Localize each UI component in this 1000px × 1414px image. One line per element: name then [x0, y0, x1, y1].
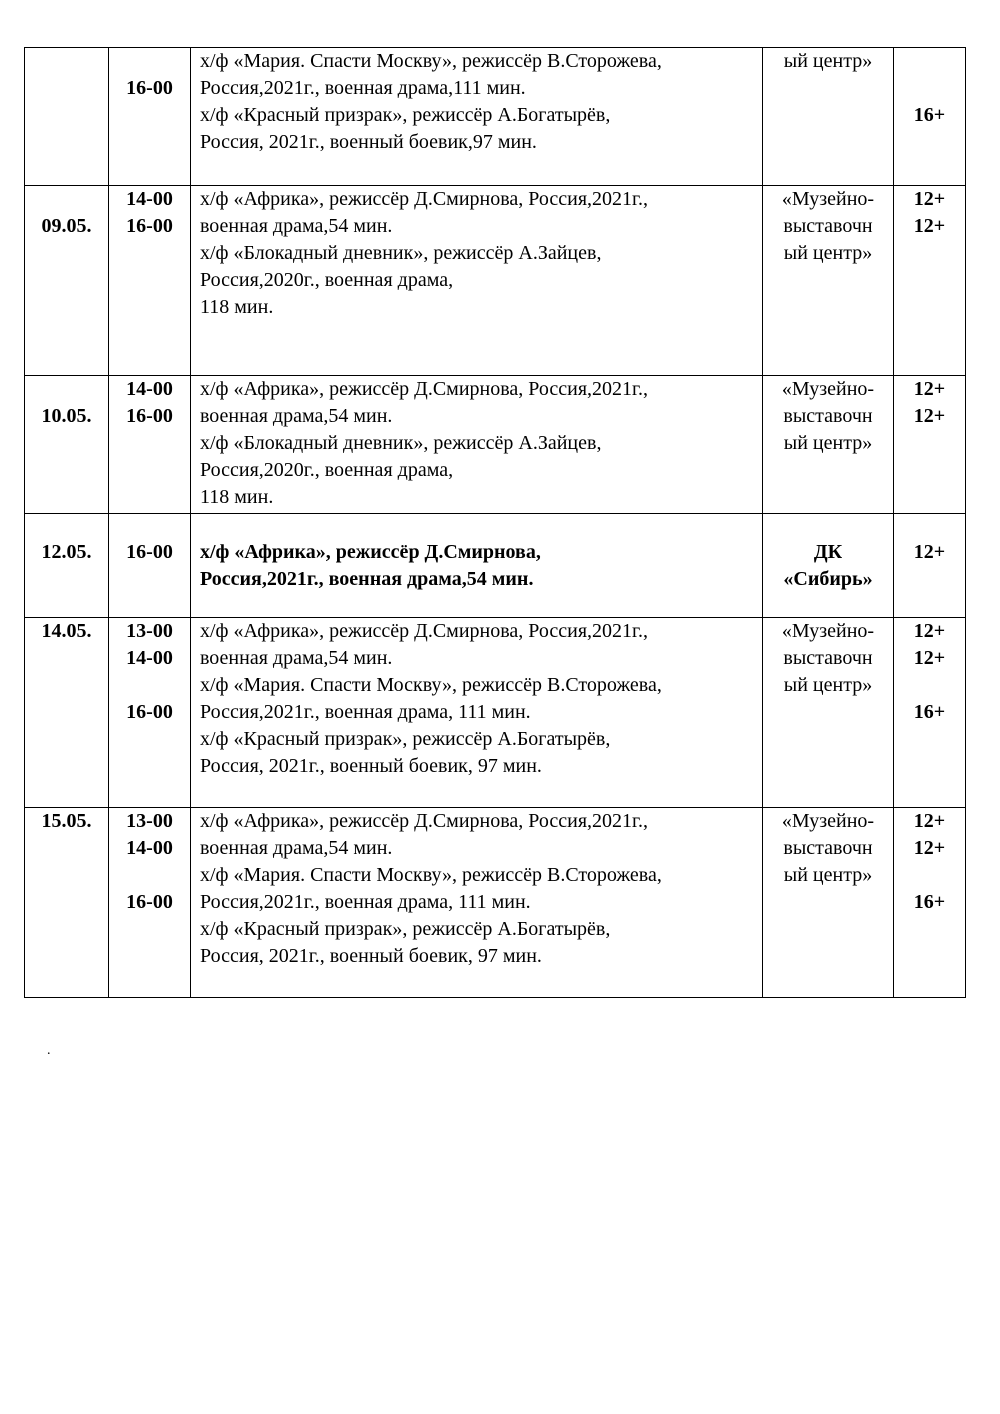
screening-time: 16-00 — [126, 541, 173, 563]
venue-name-line: «Музейно- — [781, 188, 875, 210]
schedule-row — [25, 186, 966, 376]
age-rating-cell — [894, 618, 966, 808]
screening-time: 13-00 — [126, 810, 173, 832]
footnote-mark: . — [47, 1043, 51, 1058]
date-cell — [25, 618, 109, 808]
film-description-line: х/ф «Блокадный дневник», режиссёр А.Зайцев, — [200, 432, 602, 454]
screening-date: 14.05. — [41, 620, 92, 642]
film-description-line: х/ф «Мария. Спасти Москву», режиссёр В.Сторожева, — [200, 864, 662, 886]
film-description-line: х/ф «Красный призрак», режиссёр А.Богатырёв, — [200, 104, 611, 126]
schedule-row — [25, 618, 966, 808]
screening-time: 16-00 — [126, 215, 173, 237]
film-description-line: Россия, 2021г., военный боевик, 97 мин. — [200, 755, 542, 777]
schedule-body — [25, 48, 966, 998]
film-description-line: х/ф «Красный призрак», режиссёр А.Богатырёв, — [200, 728, 611, 750]
age-rating: 12+ — [913, 810, 946, 832]
venue-name-line: «Музейно- — [781, 378, 875, 400]
venue-name-line: «Музейно- — [781, 620, 875, 642]
age-rating: 12+ — [913, 378, 946, 400]
age-rating — [894, 862, 965, 889]
film-cell — [191, 808, 763, 998]
film-cell — [191, 514, 763, 618]
screening-schedule-table — [24, 47, 966, 998]
date-cell — [25, 376, 109, 514]
age-rating: 16+ — [913, 701, 946, 723]
venue-cell — [763, 514, 894, 618]
time-cell — [109, 48, 191, 186]
screening-time: 14-00 — [126, 837, 173, 859]
screening-date: 09.05. — [41, 215, 92, 237]
date-cell — [25, 808, 109, 998]
film-description-line: 118 мин. — [200, 486, 274, 508]
age-rating: 12+ — [913, 215, 946, 237]
film-cell — [191, 48, 763, 186]
age-rating: 12+ — [913, 188, 946, 210]
age-rating-cell — [894, 808, 966, 998]
age-rating-cell — [894, 48, 966, 186]
venue-cell — [763, 808, 894, 998]
age-rating: 16+ — [913, 104, 946, 126]
date-cell — [25, 186, 109, 376]
film-description-line: Россия, 2021г., военный боевик,97 мин. — [200, 131, 537, 153]
screening-time — [109, 862, 190, 889]
age-rating-cell — [894, 376, 966, 514]
screening-time: 14-00 — [126, 647, 173, 669]
film-description-line: Россия,2021г., военная драма, 111 мин. — [200, 891, 531, 913]
screening-time — [109, 102, 190, 129]
film-description-line: х/ф «Мария. Спасти Москву», режиссёр В.Сторожева, — [200, 50, 662, 72]
film-description-line: военная драма,54 мин. — [200, 837, 393, 859]
age-rating: 12+ — [913, 620, 946, 642]
age-rating: 12+ — [913, 405, 946, 427]
age-rating: 16+ — [913, 891, 946, 913]
film-description-line: военная драма,54 мин. — [200, 647, 393, 669]
screening-time: 14-00 — [126, 188, 173, 210]
screening-time: 16-00 — [126, 405, 173, 427]
film-description-line: х/ф «Африка», режиссёр Д.Смирнова, Россия,2021г., — [200, 620, 649, 642]
film-description-line: х/ф «Африка», режиссёр Д.Смирнова, Россия,2021г., — [200, 378, 649, 400]
venue-name-line: «Сибирь» — [783, 568, 873, 590]
venue-cell — [763, 618, 894, 808]
film-description-line: 118 мин. — [200, 296, 274, 318]
age-rating: 12+ — [913, 837, 946, 859]
screening-time: 14-00 — [126, 378, 173, 400]
venue-name-line: ДК — [813, 541, 843, 563]
film-cell — [191, 376, 763, 514]
venue-name-line: выставочн — [783, 647, 873, 669]
age-rating-cell — [894, 186, 966, 376]
film-description-line: военная драма,54 мин. — [200, 215, 393, 237]
screening-time — [109, 672, 190, 699]
film-cell — [191, 186, 763, 376]
film-description-line: х/ф «Мария. Спасти Москву», режиссёр В.Сторожева, — [200, 674, 662, 696]
screening-date: 15.05. — [41, 810, 92, 832]
time-cell — [109, 376, 191, 514]
venue-name-line: «Музейно- — [781, 810, 875, 832]
schedule-row — [25, 808, 966, 998]
age-rating: 12+ — [913, 647, 946, 669]
screening-date — [25, 48, 108, 75]
venue-name-line: выставочн — [783, 837, 873, 859]
screening-date: 12.05. — [41, 541, 92, 563]
film-description-line: х/ф «Красный призрак», режиссёр А.Богатырёв, — [200, 918, 611, 940]
screening-time: 16-00 — [126, 701, 173, 723]
venue-name-line: ый центр» — [783, 864, 873, 886]
venue-name-line: ый центр» — [783, 242, 873, 264]
time-cell — [109, 808, 191, 998]
age-rating-cell — [894, 514, 966, 618]
film-description-line: Россия,2020г., военная драма, — [200, 459, 454, 481]
schedule-row — [25, 514, 966, 618]
film-description-line: х/ф «Африка», режиссёр Д.Смирнова, Россия,2021г., — [200, 188, 649, 210]
film-cell — [191, 618, 763, 808]
venue-name-line: ый центр» — [783, 674, 873, 696]
screening-time: 16-00 — [126, 891, 173, 913]
film-description-line: х/ф «Африка», режиссёр Д.Смирнова, — [200, 541, 541, 563]
age-rating — [894, 672, 965, 699]
schedule-row — [25, 376, 966, 514]
age-rating — [894, 75, 965, 102]
film-description-line: Россия,2021г., военная драма,111 мин. — [200, 77, 526, 99]
film-description-line: Россия, 2021г., военный боевик, 97 мин. — [200, 945, 542, 967]
film-description-line — [200, 321, 758, 348]
screening-time: 16-00 — [126, 77, 173, 99]
film-description-line: х/ф «Африка», режиссёр Д.Смирнова, Россия,2021г., — [200, 810, 649, 832]
screening-time: 13-00 — [126, 620, 173, 642]
venue-name-line: выставочн — [783, 215, 873, 237]
time-cell — [109, 514, 191, 618]
film-description-line: Россия,2021г., военная драма,54 мин. — [200, 568, 534, 590]
venue-name-line: выставочн — [783, 405, 873, 427]
time-cell — [109, 186, 191, 376]
screening-time — [109, 129, 190, 156]
venue-cell — [763, 48, 894, 186]
film-description-line: Россия,2021г., военная драма, 111 мин. — [200, 701, 531, 723]
venue-cell — [763, 376, 894, 514]
date-cell — [25, 48, 109, 186]
time-cell — [109, 618, 191, 808]
screening-date: 10.05. — [41, 405, 92, 427]
screening-time — [109, 48, 190, 75]
age-rating: 12+ — [913, 541, 946, 563]
schedule-row — [25, 48, 966, 186]
film-description-line: военная драма,54 мин. — [200, 405, 393, 427]
venue-name-line: ый центр» — [783, 432, 873, 454]
venue-cell — [763, 186, 894, 376]
film-description-line: Россия,2020г., военная драма, — [200, 269, 454, 291]
venue-name-line: ый центр» — [783, 50, 873, 72]
film-description-line: х/ф «Блокадный дневник», режиссёр А.Зайцев, — [200, 242, 602, 264]
date-cell — [25, 514, 109, 618]
